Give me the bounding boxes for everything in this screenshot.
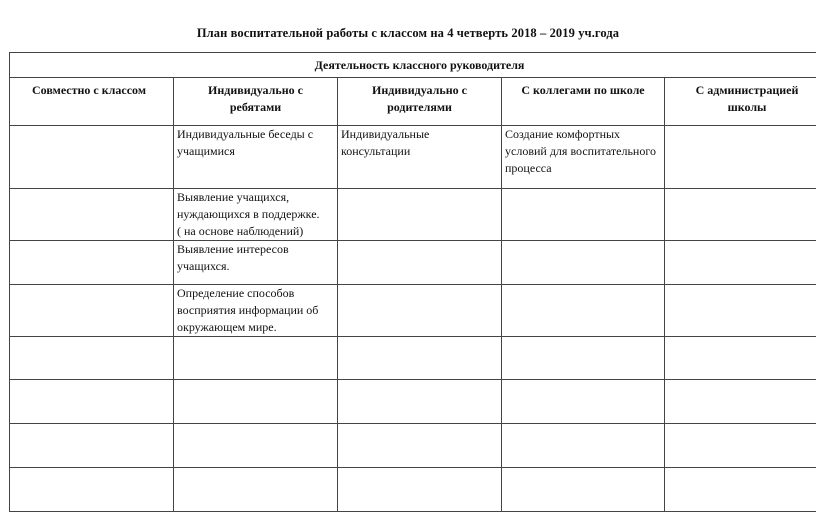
table-row bbox=[10, 189, 816, 241]
table-cell bbox=[10, 468, 174, 512]
table-cell bbox=[665, 126, 816, 189]
column-header-with-administration: С администрацией школы bbox=[665, 78, 816, 126]
table-cell bbox=[174, 468, 338, 512]
document-title: План воспитательной работы с классом на 4 четверть 2018 – 2019 уч.года bbox=[196, 26, 620, 40]
column-header-row bbox=[10, 78, 816, 126]
table-cell bbox=[174, 424, 338, 468]
table-cell bbox=[174, 126, 338, 189]
table-cell bbox=[338, 126, 502, 189]
table-cell bbox=[502, 337, 665, 380]
table-cell bbox=[174, 241, 338, 285]
cell-text: Создание комфортных условий для воспитательного процесса bbox=[505, 127, 656, 175]
column-header-with-students: Индивидуально с ребятами bbox=[174, 78, 338, 126]
column-header-with-colleagues: С коллегами по школе bbox=[502, 78, 665, 126]
table-cell bbox=[502, 241, 665, 285]
table-row bbox=[10, 241, 816, 285]
table-cell bbox=[338, 468, 502, 512]
table-cell bbox=[10, 189, 174, 241]
table-cell bbox=[665, 337, 816, 380]
table-row bbox=[10, 424, 816, 468]
table-cell bbox=[665, 380, 816, 424]
section-header: Деятельность классного руководителя bbox=[10, 53, 816, 78]
column-header-with-class: Совместно с классом bbox=[10, 78, 174, 126]
table-cell bbox=[174, 285, 338, 337]
cell-text: Индивидуальные консультации bbox=[341, 127, 430, 158]
plan-table bbox=[9, 52, 816, 512]
table-cell bbox=[10, 380, 174, 424]
table-cell bbox=[174, 337, 338, 380]
table-cell bbox=[10, 337, 174, 380]
cell-text: Определение способов восприятия информации об окружающем мире. bbox=[177, 286, 319, 334]
column-header-with-parents: Индивидуально с родителями bbox=[338, 78, 502, 126]
table-cell bbox=[174, 380, 338, 424]
table-cell bbox=[338, 424, 502, 468]
table-cell bbox=[502, 468, 665, 512]
table-cell bbox=[665, 468, 816, 512]
table-cell bbox=[10, 126, 174, 189]
table-cell bbox=[338, 337, 502, 380]
table-cell bbox=[502, 126, 665, 189]
table-cell bbox=[665, 285, 816, 337]
table-cell bbox=[338, 241, 502, 285]
table-cell bbox=[338, 285, 502, 337]
table-cell bbox=[502, 189, 665, 241]
table-cell bbox=[10, 424, 174, 468]
table-cell bbox=[502, 285, 665, 337]
table-row bbox=[10, 468, 816, 512]
table-cell bbox=[665, 189, 816, 241]
table-cell bbox=[338, 380, 502, 424]
table-cell bbox=[665, 424, 816, 468]
table-cell bbox=[10, 285, 174, 337]
table-cell bbox=[502, 424, 665, 468]
table-row bbox=[10, 126, 816, 189]
table-cell bbox=[174, 189, 338, 241]
table-row bbox=[10, 337, 816, 380]
table-cell bbox=[338, 189, 502, 241]
cell-text: Выявление интересов учащихся. bbox=[177, 242, 289, 273]
cell-text: Выявление учащихся, нуждающихся в поддержке. ( на основе наблюдений) bbox=[177, 190, 320, 238]
table-cell bbox=[502, 380, 665, 424]
section-header-row bbox=[10, 53, 816, 78]
table-cell bbox=[10, 241, 174, 285]
table-cell bbox=[665, 241, 816, 285]
cell-text: Индивидуальные беседы с учащимися bbox=[177, 127, 314, 158]
table-row bbox=[10, 380, 816, 424]
table-row bbox=[10, 285, 816, 337]
